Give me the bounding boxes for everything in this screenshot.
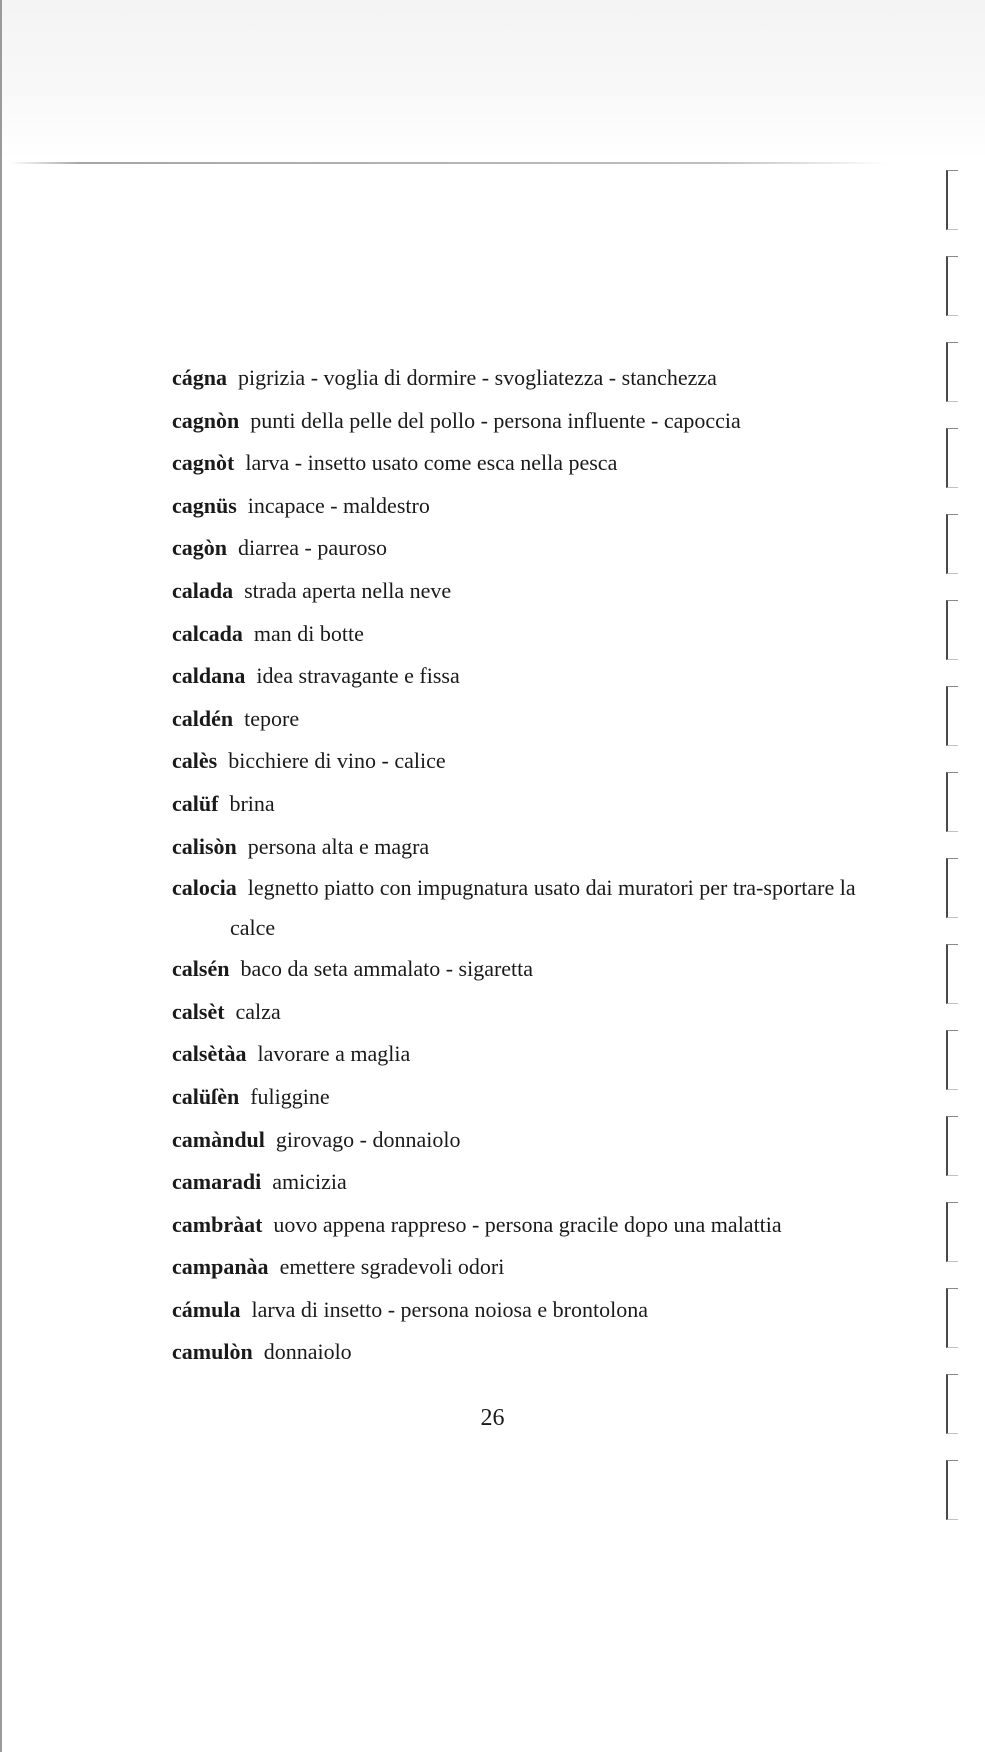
entry-headword: calsén <box>172 956 230 982</box>
entry-headword: calada <box>172 577 234 603</box>
entry-headword: camulòn <box>172 1339 253 1365</box>
scan-left-edge <box>0 0 2 1752</box>
entry-definition: persona alta e magra <box>247 833 430 859</box>
entry-definition: man di botte <box>253 620 364 646</box>
entry-headword: caldana <box>172 663 246 689</box>
dictionary-entry <box>172 1033 872 1076</box>
entry-headword: caldén <box>172 705 234 731</box>
entry-headword: calsètàa <box>172 1041 247 1067</box>
entry-definition: girovago - donnaiolo <box>275 1126 461 1152</box>
entry-definition: fuliggine <box>250 1083 330 1109</box>
entry-headword: cámula <box>172 1296 241 1322</box>
scan-shadow-top <box>0 0 985 160</box>
dictionary-entry <box>172 740 872 783</box>
dictionary-entry <box>172 400 872 443</box>
entry-headword: calüf <box>172 790 219 816</box>
entry-definition: idea stravagante e fissa <box>256 663 460 689</box>
dictionary-entry <box>172 1119 872 1162</box>
page-number: 26 <box>480 1405 505 1431</box>
entry-definition: emettere sgradevoli odori <box>279 1254 505 1280</box>
entry-definition: baco da seta ammalato - sigaretta <box>240 956 534 982</box>
entry-definition: brina <box>229 790 275 816</box>
dictionary-entry <box>172 613 872 656</box>
dictionary-entry <box>172 485 872 528</box>
entry-definition: strada aperta nella neve <box>244 577 452 603</box>
entry-headword: calisòn <box>172 833 237 859</box>
dictionary-entry <box>172 357 872 400</box>
dictionary-entry <box>172 698 872 741</box>
dictionary-entry <box>172 1161 872 1204</box>
dictionary-entry <box>172 1331 872 1374</box>
dictionary-entry <box>172 570 872 613</box>
entry-definition: pigrizia - voglia di dormire - svogliatezza - stanchezza <box>238 365 717 390</box>
entry-definition: donnaiolo <box>263 1339 352 1365</box>
entry-headword: cambràat <box>172 1211 263 1237</box>
entry-headword: calcada <box>172 620 243 646</box>
entry-headword: camàndul <box>172 1126 265 1152</box>
dictionary-entry <box>172 1289 872 1332</box>
entry-definition: larva di insetto - persona noiosa e brontolona <box>251 1296 648 1322</box>
entry-definition: uovo appena rappreso - persona gracile dopo una malattia <box>273 1211 782 1237</box>
entry-headword: cagnüs <box>172 492 237 518</box>
dictionary-entry <box>172 783 872 826</box>
dictionary-entry <box>172 991 872 1034</box>
entry-headword: cágna <box>172 365 227 390</box>
entry-definition: lavorare a maglia <box>257 1041 411 1067</box>
binding-marks <box>946 170 976 1580</box>
dictionary-entry <box>172 1076 872 1119</box>
entry-headword: camaradi <box>172 1169 262 1195</box>
entry-headword: campanàa <box>172 1254 269 1280</box>
entry-headword: calsèt <box>172 998 225 1024</box>
dictionary-entry <box>172 655 872 698</box>
dictionary-entry <box>172 1204 872 1247</box>
entry-definition: calza <box>235 998 281 1024</box>
entry-headword: calüſèn <box>172 1083 240 1109</box>
entry-headword: calocia <box>172 875 237 901</box>
entry-definition: legnetto piatto con impugnatura usato dai muratori per tra-sportare la calce <box>230 875 856 941</box>
dictionary-entry <box>172 826 872 869</box>
entry-definition: larva - insetto usato come esca nella pesca <box>245 450 618 476</box>
entry-definition: diarrea - pauroso <box>238 535 388 561</box>
entry-headword: cagnòn <box>172 407 240 433</box>
entry-headword: cagnòt <box>172 450 235 476</box>
entry-headword: calès <box>172 748 218 774</box>
entry-definition: tepore <box>244 705 300 731</box>
entry-definition: punti della pelle del pollo - persona influente - capoccia <box>250 407 741 433</box>
entry-definition: amicizia <box>272 1169 347 1195</box>
entry-headword: cagòn <box>172 535 227 561</box>
dictionary-entry <box>172 868 872 948</box>
dictionary-entry <box>172 948 872 991</box>
dictionary-entry <box>172 442 872 485</box>
entry-definition: bicchiere di vino - calice <box>228 748 446 774</box>
scan-page-edge <box>10 162 890 164</box>
dictionary-entry <box>172 1246 872 1289</box>
dictionary-entry <box>172 527 872 570</box>
dictionary-entries <box>172 357 872 1374</box>
entry-definition: incapace - maldestro <box>247 492 430 518</box>
